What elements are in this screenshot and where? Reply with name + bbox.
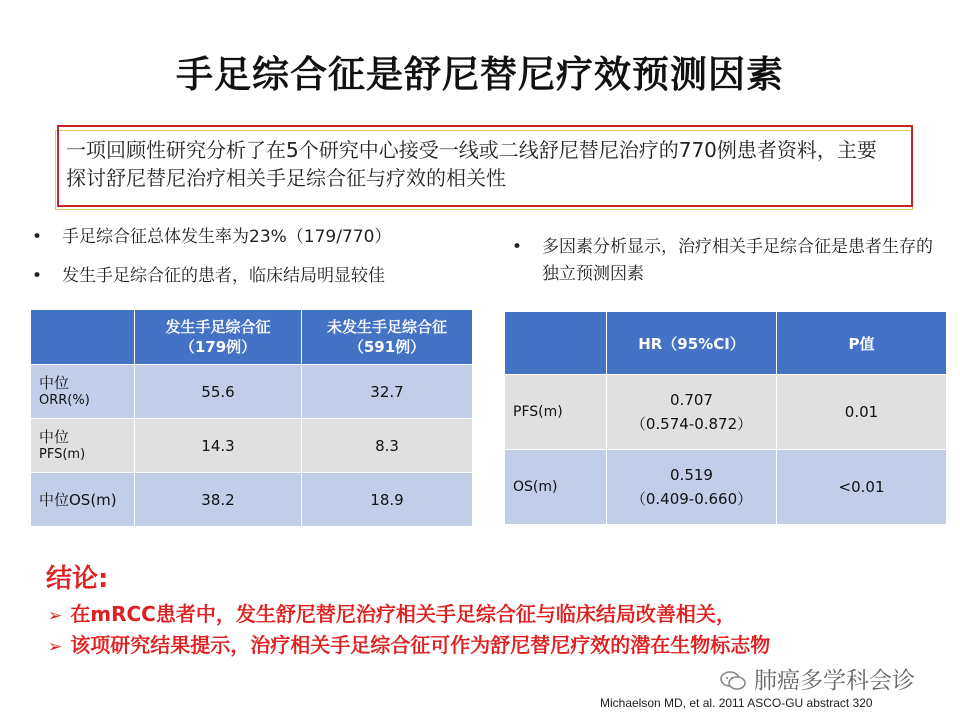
row-label-line1: 中位 [39,427,70,446]
conclusion-item [48,629,770,658]
hr-cell [607,375,777,450]
row-label: OS(m) [505,450,607,525]
arrow-bullet-icon: ➢ [48,606,63,626]
table-header-cell: P值 [777,312,947,375]
citation: Michaelson MD, et al. 2011 ASCO-GU abstract 320 [600,696,873,710]
bullet-dot: • [32,266,43,286]
table-header-cell: 发生手足综合征 （179例） [135,310,302,365]
bullet-text: 发生手足综合征的患者，临床结局明显较佳 [62,266,385,286]
conclusion-text: 该项研究结果提示，治疗相关手足综合征可作为舒尼替尼疗效的潜在生物标志物 [70,633,771,657]
row-label: PFS(m) [505,375,607,450]
slide-title: 手足综合征是舒尼替尼疗效预测因素 [176,53,784,96]
table-cell: 32.7 [302,365,473,419]
intro-text: 一项回顾性研究分析了在5个研究中心接受一线或二线舒尼替尼治疗的770例患者资料，主要探讨舒尼替尼治疗相关手足综合征与疗效的相关性 [66,138,877,190]
table-cell: 55.6 [135,365,302,419]
bullet-dot: • [32,227,43,247]
wechat-icon [720,671,746,691]
table-cell: 8.3 [302,419,473,473]
table-header-cell: HR（95%CI） [607,312,777,375]
row-label-line2: ORR(%) [39,392,90,408]
p-value-cell: <0.01 [777,450,947,525]
bullet-item [32,263,492,290]
ci-value: （0.574-0.872） [630,415,753,433]
table-row [505,450,947,525]
bullet-item [32,224,492,251]
table-cell: 38.2 [135,473,302,527]
ci-value: （0.409-0.660） [630,490,753,508]
right-bullet-list [512,234,942,288]
table-row [31,473,473,527]
hr-value: 0.519 [670,466,713,484]
bullet-item [512,234,942,288]
bullet-text: 多因素分析显示，治疗相关手足综合征是患者生存的独立预测因素 [542,237,933,284]
row-label [31,365,135,419]
table-header-cell [31,310,135,365]
conclusion-heading: 结论: [46,564,109,594]
row-label [31,473,135,527]
row-label-line1: 中位 [39,373,70,392]
watermark-text: 肺癌多学科会诊 [754,668,915,694]
bullet-dot: • [512,237,523,257]
outcome-table [30,309,473,527]
conclusion-text: 在mRCC患者中，发生舒尼替尼治疗相关手足综合征与临床结局改善相关， [70,602,736,626]
hr-cell [607,450,777,525]
left-bullet-list [32,224,492,302]
p-value-cell: 0.01 [777,375,947,450]
table-header-cell [505,312,607,375]
arrow-bullet-icon: ➢ [48,637,63,657]
table-cell: 18.9 [302,473,473,527]
table-row [31,419,473,473]
row-label-line2: PFS(m) [39,446,86,462]
row-label-line1: 中位OS(m) [39,490,117,509]
watermark [720,662,915,695]
hazard-ratio-table [504,311,947,525]
conclusion-item [48,598,736,627]
table-row [505,375,947,450]
table-header-cell: 未发生手足综合征 （591例） [302,310,473,365]
table-row [31,365,473,419]
hr-value: 0.707 [670,391,713,409]
table-cell: 14.3 [135,419,302,473]
bullet-text: 手足综合征总体发生率为23%（179/770） [62,227,392,247]
row-label [31,419,135,473]
